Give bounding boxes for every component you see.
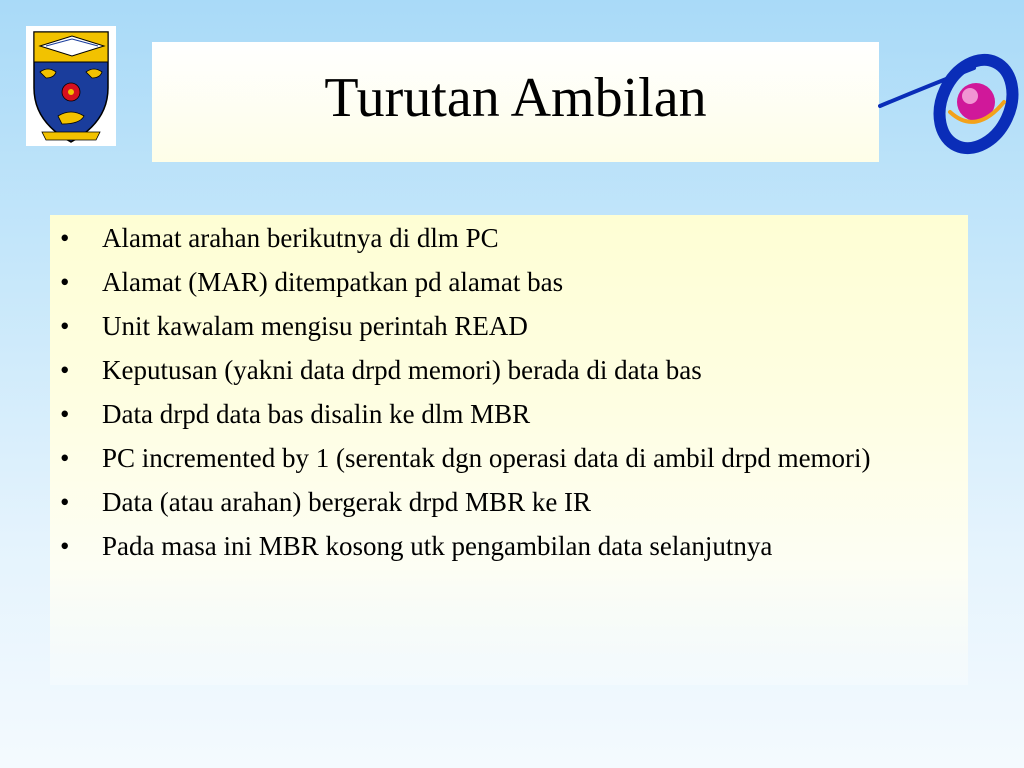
bullet-item — [58, 487, 958, 518]
university-crest-icon — [26, 26, 116, 146]
title-box — [152, 42, 879, 162]
bullet-item — [58, 355, 958, 386]
bullet-item — [58, 443, 958, 474]
bullet-text: Data (atau arahan) bergerak drpd MBR ke IR — [102, 487, 592, 517]
bullet-text: Alamat arahan berikutnya di dlm PC — [102, 223, 499, 253]
bullet-marker: • — [60, 223, 70, 253]
bullet-item — [58, 267, 958, 298]
bullet-text: Unit kawalam mengisu perintah READ — [102, 311, 528, 341]
bullet-text: Pada masa ini MBR kosong utk pengambilan data selanjutnya — [102, 531, 773, 561]
slide-title: Turutan Ambilan — [324, 67, 707, 129]
bullet-marker: • — [60, 487, 70, 517]
bullet-marker: • — [60, 531, 70, 561]
bullet-marker: • — [60, 443, 70, 473]
bullet-marker: • — [60, 399, 70, 429]
bullet-marker: • — [60, 267, 70, 297]
content-box — [50, 215, 968, 685]
bullet-item — [58, 223, 958, 254]
bullet-marker: • — [60, 311, 70, 341]
bullet-text: PC incremented by 1 (serentak dgn operasi data di ambil drpd memori) — [102, 443, 871, 473]
bullet-marker: • — [60, 355, 70, 385]
bullet-text: Data drpd data bas disalin ke dlm MBR — [102, 399, 531, 429]
bullet-text: Keputusan (yakni data drpd memori) berada di data bas — [102, 355, 702, 385]
bullet-list — [58, 223, 958, 575]
bullet-text: Alamat (MAR) ditempatkan pd alamat bas — [102, 267, 564, 297]
bullet-item — [58, 399, 958, 430]
bullet-item — [58, 311, 958, 342]
orbit-logo-icon — [878, 28, 1024, 158]
bullet-item — [58, 531, 958, 562]
